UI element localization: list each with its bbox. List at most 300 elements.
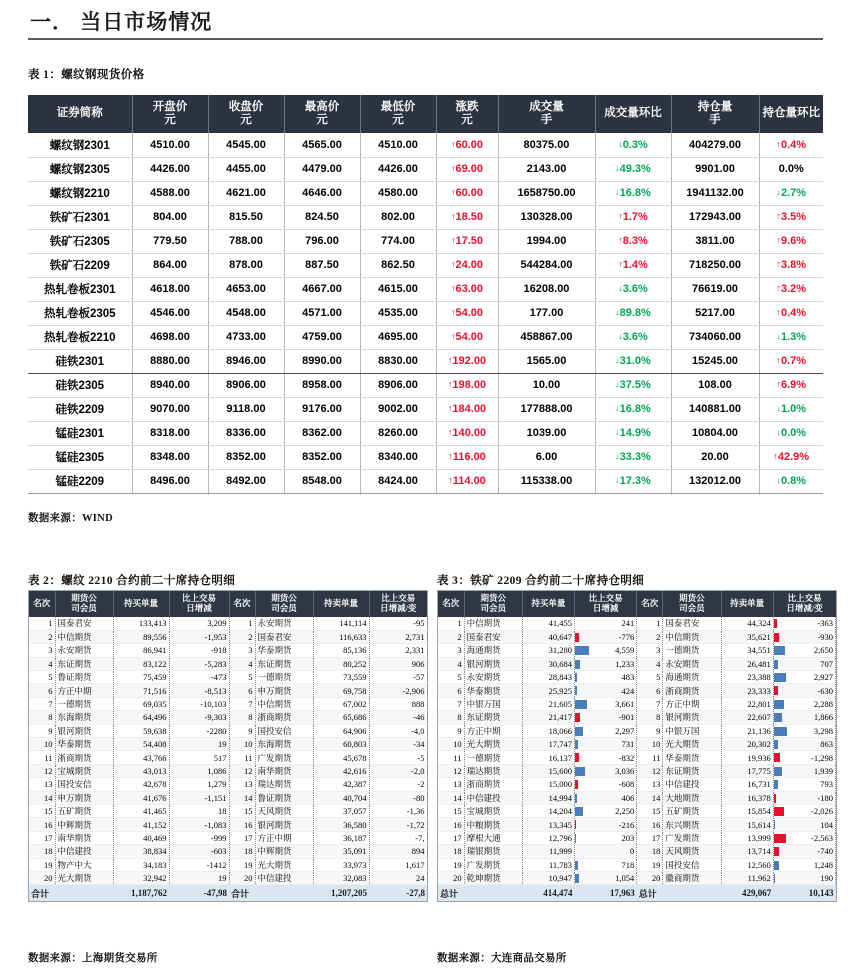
seat-firm: 南华期货 — [255, 764, 313, 777]
open-interest: 10804.00 — [671, 421, 759, 445]
seat-rank: 1 — [229, 617, 255, 630]
table1-col-header-4: 最低价 元 — [360, 95, 436, 133]
seat-firm: 瑞达期货 — [464, 764, 522, 777]
table1-caption: 表 1：螺纹钢现货价格 — [28, 69, 145, 81]
seat-buy-change: 3,209 — [169, 617, 229, 630]
change-bar — [575, 807, 583, 816]
seat-buy-volume: 40,469 — [113, 831, 169, 844]
seat-sell-volume: 65,686 — [313, 711, 369, 724]
seat-sell-change: 24 — [369, 871, 427, 884]
close-price: 8906.00 — [208, 373, 284, 397]
high-price: 4646.00 — [284, 181, 360, 205]
seat-rank: 17 — [438, 831, 464, 844]
seat-sell-change: 894 — [369, 845, 427, 858]
table-row — [29, 724, 427, 737]
change-bar — [774, 847, 779, 856]
seat-rank: 15 — [637, 804, 663, 817]
seat-sell-volume: 21,136 — [721, 724, 773, 737]
table-row — [438, 617, 836, 630]
table-row — [29, 791, 427, 804]
open-interest: 404279.00 — [671, 133, 759, 157]
seat-buy-change: 2,250 — [575, 804, 637, 817]
seat-firm: 银河期货 — [255, 818, 313, 831]
seat-buy-change: -1,083 — [169, 818, 229, 831]
seat-rank: 12 — [29, 764, 55, 777]
table1-col-header-2: 收盘价 元 — [208, 95, 284, 133]
table-row — [29, 671, 427, 684]
seat-firm: 光大期货 — [55, 871, 113, 884]
open-price: 779.50 — [132, 229, 208, 253]
table-row — [29, 764, 427, 777]
change-value: ↑63.00 — [436, 277, 498, 301]
seat-buy-change: -608 — [575, 778, 637, 791]
table-row — [438, 697, 836, 710]
seat-sell-volume: 69,758 — [313, 684, 369, 697]
volume-change-pct: ↑1.4% — [595, 253, 671, 277]
table-row — [438, 871, 836, 884]
oi-change-pct: ↓1.0% — [759, 397, 823, 421]
seat-sell-volume: 85,136 — [313, 644, 369, 657]
seat-sell-volume: 141,114 — [313, 617, 369, 630]
low-price: 8340.00 — [360, 445, 436, 469]
change-value: ↑54.00 — [436, 301, 498, 325]
oi-change-pct: ↑9.6% — [759, 229, 823, 253]
seat-rank: 9 — [438, 724, 464, 737]
open-price: 4588.00 — [132, 181, 208, 205]
table-row — [438, 738, 836, 751]
open-interest: 9901.00 — [671, 157, 759, 181]
open-price: 4510.00 — [132, 133, 208, 157]
rebar-seat-table — [29, 591, 428, 901]
seat-firm: 广发期货 — [255, 751, 313, 764]
oi-change-pct: ↓1.3% — [759, 325, 823, 349]
change-bar — [774, 633, 779, 642]
change-value: ↑140.00 — [436, 421, 498, 445]
close-price: 4545.00 — [208, 133, 284, 157]
change-bar — [575, 874, 579, 883]
seat-buy-change: 517 — [169, 751, 229, 764]
seat-firm: 天风期货 — [255, 804, 313, 817]
seat-rank: 2 — [637, 630, 663, 643]
seat-rank: 7 — [438, 697, 464, 710]
change-bar — [575, 740, 578, 749]
security-name: 硅铁2305 — [28, 373, 132, 397]
seat-sell-volume: 23,388 — [721, 671, 773, 684]
seat-rank: 18 — [438, 845, 464, 858]
seat-rank: 18 — [637, 845, 663, 858]
change-value: ↑114.00 — [436, 469, 498, 493]
seat-buy-change: 203 — [575, 831, 637, 844]
seat-rank: 14 — [438, 791, 464, 804]
oi-change-pct: ↓2.7% — [759, 181, 823, 205]
seat-rank: 14 — [637, 791, 663, 804]
table-row — [29, 818, 427, 831]
seat-rank: 5 — [229, 671, 255, 684]
change-bar — [774, 619, 777, 628]
change-value: ↑69.00 — [436, 157, 498, 181]
table-row — [438, 804, 836, 817]
seat-firm: 国泰君安 — [663, 617, 721, 630]
seat-rank: 4 — [438, 657, 464, 670]
seat-sell-volume: 44,324 — [721, 617, 773, 630]
volume-change-pct: ↑8.3% — [595, 229, 671, 253]
high-price: 8990.00 — [284, 349, 360, 373]
table-row — [438, 724, 836, 737]
seat-buy-change: -776 — [575, 630, 637, 643]
seat-buy-change: 241 — [575, 617, 637, 630]
table1-header-row — [28, 95, 823, 133]
seat-firm: 东兴期货 — [663, 818, 721, 831]
seat-buy-change: -10,103 — [169, 697, 229, 710]
change-bar — [575, 834, 576, 843]
table2-source: 数据来源：上海期货交易所 — [28, 953, 158, 964]
open-price: 9070.00 — [132, 397, 208, 421]
table3-source: 数据来源：大连商品交易所 — [437, 953, 567, 964]
table-row — [438, 764, 836, 777]
t2-header-sell_chg: 比上交易 日增减/变 — [369, 591, 427, 617]
seat-firm: 中信建投 — [464, 791, 522, 804]
t2-header-rank: 名次 — [29, 591, 55, 617]
high-price: 4571.00 — [284, 301, 360, 325]
seat-sell-volume: 26,481 — [721, 657, 773, 670]
open-interest: 140881.00 — [671, 397, 759, 421]
open-price: 8318.00 — [132, 421, 208, 445]
seat-rank: 15 — [29, 804, 55, 817]
seat-firm: 华泰期货 — [464, 684, 522, 697]
seat-sell-total-label: 总计 — [637, 885, 721, 901]
seat-sell-change: -1,36 — [369, 804, 427, 817]
change-bar — [774, 673, 786, 682]
seat-rank: 8 — [229, 711, 255, 724]
seat-buy-change: 19 — [169, 871, 229, 884]
oi-change-pct: 0.0% — [759, 157, 823, 181]
change-bar — [774, 807, 784, 816]
seat-sell-change: -4,0 — [369, 724, 427, 737]
seat-rank: 17 — [637, 831, 663, 844]
seat-buy-volume: 15,000 — [522, 778, 574, 791]
seat-sell-total-volume: 1,207,205 — [313, 885, 369, 901]
change-bar — [575, 861, 578, 870]
change-bar — [575, 686, 577, 695]
seat-sell-change: 2,331 — [369, 644, 427, 657]
seat-rank: 8 — [438, 711, 464, 724]
seat-sell-change: 1,248 — [773, 858, 835, 871]
seat-buy-volume: 54,408 — [113, 738, 169, 751]
low-price: 4535.00 — [360, 301, 436, 325]
seat-firm: 中信建投 — [55, 845, 113, 858]
high-price: 796.00 — [284, 229, 360, 253]
seat-rank: 3 — [229, 644, 255, 657]
seat-sell-volume: 20,302 — [721, 738, 773, 751]
seat-sell-volume: 64,906 — [313, 724, 369, 737]
seat-sell-total-change: -27,8 — [369, 885, 427, 901]
seat-rank: 6 — [29, 684, 55, 697]
seat-firm: 一德期货 — [663, 644, 721, 657]
seat-buy-change: 718 — [575, 858, 637, 871]
volume: 177.00 — [498, 301, 595, 325]
oi-change-pct: ↑0.4% — [759, 301, 823, 325]
close-price: 8336.00 — [208, 421, 284, 445]
open-price: 864.00 — [132, 253, 208, 277]
seat-firm: 国泰君安 — [464, 630, 522, 643]
high-price: 8352.00 — [284, 445, 360, 469]
table1-body — [28, 133, 823, 493]
close-price: 878.00 — [208, 253, 284, 277]
oi-change-pct: ↑0.7% — [759, 349, 823, 373]
seat-firm: 银河期货 — [464, 657, 522, 670]
seat-buy-volume: 41,152 — [113, 818, 169, 831]
seat-firm: 国投安信 — [663, 858, 721, 871]
seat-sell-change: -34 — [369, 738, 427, 751]
table2-header-row — [29, 591, 427, 617]
high-price: 4667.00 — [284, 277, 360, 301]
title-divider — [28, 38, 823, 40]
seat-sell-volume: 15,854 — [721, 804, 773, 817]
security-name: 硅铁2209 — [28, 397, 132, 421]
seat-sell-change: -46 — [369, 711, 427, 724]
volume: 177888.00 — [498, 397, 595, 421]
seat-buy-volume: 13,345 — [522, 818, 574, 831]
volume: 115338.00 — [498, 469, 595, 493]
seat-sell-volume: 45,678 — [313, 751, 369, 764]
seat-rank: 14 — [29, 791, 55, 804]
seat-sell-volume: 33,973 — [313, 858, 369, 871]
seat-rank: 12 — [438, 764, 464, 777]
seat-buy-change: -473 — [169, 671, 229, 684]
oi-change-pct: ↑6.9% — [759, 373, 823, 397]
seat-sell-change: -630 — [773, 684, 835, 697]
seat-sell-change: 1,617 — [369, 858, 427, 871]
seat-rank: 13 — [229, 778, 255, 791]
table-row — [29, 644, 427, 657]
seat-buy-change: -9,303 — [169, 711, 229, 724]
seat-sell-change: -7, — [369, 831, 427, 844]
seat-rank: 9 — [29, 724, 55, 737]
seat-firm: 永安期货 — [663, 657, 721, 670]
table3-caption: 表 3：铁矿 2209 合约前二十席持仓明细 — [437, 575, 645, 587]
change-value: ↑60.00 — [436, 181, 498, 205]
page-title: 一． 当日市场情况 — [30, 10, 213, 34]
table-row — [438, 858, 836, 871]
seat-firm: 光大期货 — [255, 858, 313, 871]
table-row — [438, 657, 836, 670]
table3-header-row — [438, 591, 836, 617]
security-name: 热轧卷板2305 — [28, 301, 132, 325]
open-interest: 15245.00 — [671, 349, 759, 373]
seat-buy-change: -918 — [169, 644, 229, 657]
table-row — [29, 738, 427, 751]
seat-buy-change: -1,151 — [169, 791, 229, 804]
seat-buy-change: 0 — [575, 845, 637, 858]
high-price: 4479.00 — [284, 157, 360, 181]
seat-firm: 海通期货 — [663, 671, 721, 684]
seat-rank: 10 — [29, 738, 55, 751]
t3-header-rank: 名次 — [438, 591, 464, 617]
seat-sell-volume: 37,057 — [313, 804, 369, 817]
seat-rank: 15 — [229, 804, 255, 817]
seat-sell-change: -2,026 — [773, 804, 835, 817]
table1-col-header-7: 成交量环比 — [595, 95, 671, 133]
seat-firm: 一德期货 — [255, 671, 313, 684]
table-row — [28, 277, 823, 301]
seat-buy-change: 4,559 — [575, 644, 637, 657]
open-interest: 734060.00 — [671, 325, 759, 349]
seat-sell-total-label: 合计 — [229, 885, 313, 901]
seat-firm: 光大期货 — [663, 738, 721, 751]
table2-container — [28, 590, 428, 902]
seat-firm: 东海期货 — [255, 738, 313, 751]
seat-sell-change: 863 — [773, 738, 835, 751]
open-price: 8940.00 — [132, 373, 208, 397]
low-price: 862.50 — [360, 253, 436, 277]
open-interest: 3811.00 — [671, 229, 759, 253]
seat-firm: 乾坤期货 — [464, 871, 522, 884]
change-bar — [575, 727, 583, 736]
seat-sell-volume: 116,633 — [313, 630, 369, 643]
security-name: 铁矿石2209 — [28, 253, 132, 277]
volume-change-pct: ↓17.3% — [595, 469, 671, 493]
close-price: 4733.00 — [208, 325, 284, 349]
security-name: 热轧卷板2210 — [28, 325, 132, 349]
seat-sell-change: -740 — [773, 845, 835, 858]
oi-change-pct: ↑3.5% — [759, 205, 823, 229]
seat-sell-change: 2,288 — [773, 697, 835, 710]
oi-change-pct: ↑0.4% — [759, 133, 823, 157]
seat-buy-change: -8,513 — [169, 684, 229, 697]
table1-col-header-5: 涨跌 元 — [436, 95, 498, 133]
table-row — [29, 630, 427, 643]
seat-sell-volume: 35,621 — [721, 630, 773, 643]
seat-firm: 中信建投 — [255, 871, 313, 884]
seat-buy-change: 19 — [169, 738, 229, 751]
seat-rank: 13 — [637, 778, 663, 791]
t2-header-rank2: 名次 — [229, 591, 255, 617]
seat-sell-volume: 35,091 — [313, 845, 369, 858]
change-bar — [774, 646, 785, 655]
change-bar — [774, 686, 778, 695]
seat-rank: 16 — [637, 818, 663, 831]
seat-sell-change: -2,0 — [369, 764, 427, 777]
seat-buy-change: -5,283 — [169, 657, 229, 670]
seat-buy-change: 18 — [169, 804, 229, 817]
seat-firm: 永安期货 — [55, 644, 113, 657]
seat-rank: 8 — [637, 711, 663, 724]
change-bar — [575, 633, 579, 642]
seat-rank: 20 — [637, 871, 663, 884]
seat-firm: 中信建投 — [663, 778, 721, 791]
change-bar — [575, 660, 580, 669]
seat-sell-volume: 16,378 — [721, 791, 773, 804]
seat-sell-change: 2,650 — [773, 644, 835, 657]
volume-change-pct: ↓3.6% — [595, 325, 671, 349]
low-price: 4695.00 — [360, 325, 436, 349]
seat-rank: 12 — [229, 764, 255, 777]
seat-rank: 11 — [637, 751, 663, 764]
security-name: 铁矿石2305 — [28, 229, 132, 253]
close-price: 4621.00 — [208, 181, 284, 205]
seat-sell-change: 2,927 — [773, 671, 835, 684]
seat-rank: 11 — [229, 751, 255, 764]
seat-firm: 物产中大 — [55, 858, 113, 871]
change-bar — [575, 820, 576, 829]
seat-firm: 广发期货 — [663, 831, 721, 844]
seat-rank: 2 — [438, 630, 464, 643]
seat-firm: 中辉期货 — [255, 845, 313, 858]
seat-buy-change: 1,086 — [169, 764, 229, 777]
seat-buy-total-volume: 414,474 — [522, 885, 574, 901]
table-row — [28, 349, 823, 373]
change-bar — [774, 780, 778, 789]
low-price: 8260.00 — [360, 421, 436, 445]
open-price: 8496.00 — [132, 469, 208, 493]
seat-buy-volume: 30,684 — [522, 657, 574, 670]
seat-sell-change: -930 — [773, 630, 835, 643]
t2-header-firm: 期货公 司会员 — [55, 591, 113, 617]
seat-firm: 国泰君安 — [55, 617, 113, 630]
seat-firm: 五矿期货 — [55, 804, 113, 817]
seat-sell-volume: 67,002 — [313, 697, 369, 710]
seat-rank: 2 — [229, 630, 255, 643]
seat-firm: 方正中期 — [55, 684, 113, 697]
high-price: 9176.00 — [284, 397, 360, 421]
open-interest: 20.00 — [671, 445, 759, 469]
seat-rank: 16 — [438, 818, 464, 831]
table-row — [29, 858, 427, 871]
seat-rank: 16 — [229, 818, 255, 831]
seat-firm: 中银万国 — [663, 724, 721, 737]
open-price: 804.00 — [132, 205, 208, 229]
seat-sell-change: -363 — [773, 617, 835, 630]
seat-firm: 国投安信 — [55, 778, 113, 791]
change-bar — [575, 767, 585, 776]
table-row — [28, 205, 823, 229]
table-row — [29, 778, 427, 791]
change-bar — [774, 660, 778, 669]
seat-buy-volume: 32,942 — [113, 871, 169, 884]
seat-sell-volume: 15,614 — [721, 818, 773, 831]
seat-rank: 4 — [637, 657, 663, 670]
close-price: 9118.00 — [208, 397, 284, 421]
seat-buy-change: 483 — [575, 671, 637, 684]
table1-source: 数据来源：WIND — [28, 513, 113, 524]
seat-rank: 7 — [29, 697, 55, 710]
change-bar — [575, 646, 589, 655]
security-name: 硅铁2301 — [28, 349, 132, 373]
seat-buy-volume: 31,280 — [522, 644, 574, 657]
close-price: 4548.00 — [208, 301, 284, 325]
seat-firm: 宝城期货 — [55, 764, 113, 777]
seat-sell-volume: 40,704 — [313, 791, 369, 804]
seat-sell-change: 888 — [369, 697, 427, 710]
table1-col-header-6: 成交量 手 — [498, 95, 595, 133]
seat-rank: 15 — [438, 804, 464, 817]
seat-firm: 中银万国 — [464, 697, 522, 710]
seat-buy-total-volume: 1,187,762 — [113, 885, 169, 901]
volume: 458867.00 — [498, 325, 595, 349]
seat-firm: 申万期货 — [55, 791, 113, 804]
seat-sell-change: 3,298 — [773, 724, 835, 737]
table-row — [28, 397, 823, 421]
high-price: 824.50 — [284, 205, 360, 229]
open-price: 4426.00 — [132, 157, 208, 181]
change-value: ↑184.00 — [436, 397, 498, 421]
volume-change-pct: ↓3.6% — [595, 277, 671, 301]
seat-firm: 瑞银期货 — [464, 845, 522, 858]
security-name: 螺纹钢2210 — [28, 181, 132, 205]
change-bar — [774, 861, 779, 870]
seat-rank: 9 — [229, 724, 255, 737]
seat-sell-change: -2 — [369, 778, 427, 791]
